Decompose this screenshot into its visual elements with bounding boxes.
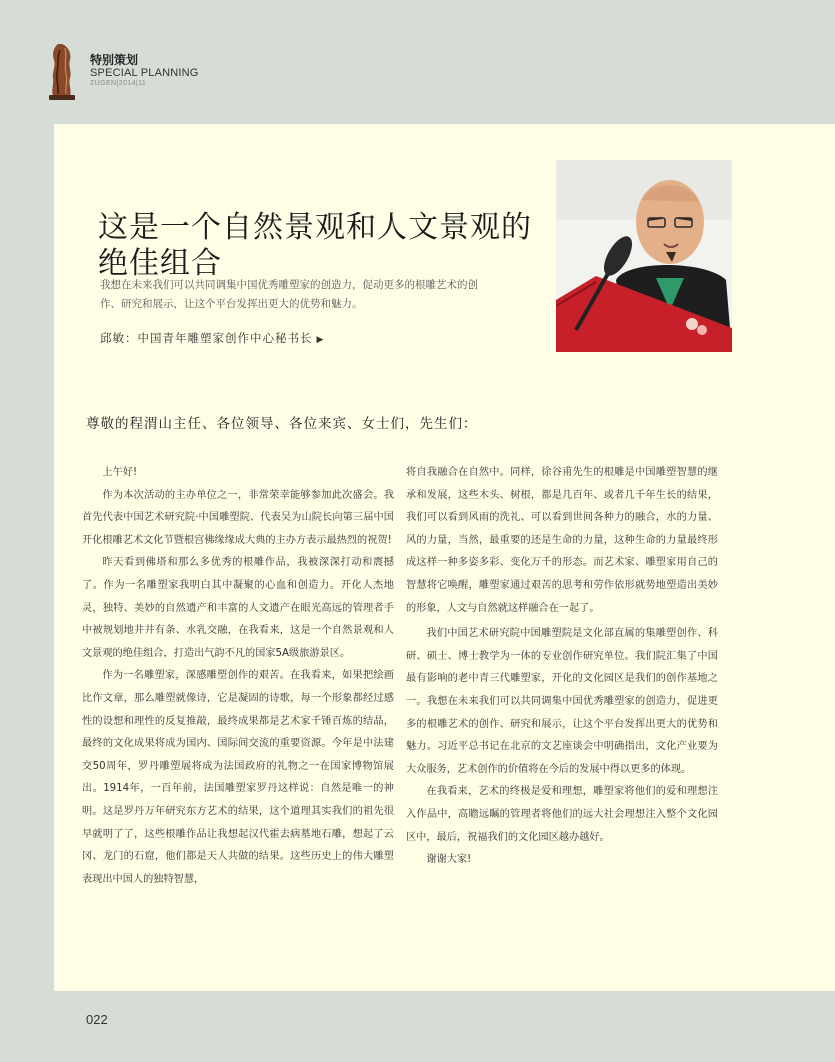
speaker-portrait bbox=[556, 160, 732, 352]
body-paragraph: 昨天看到佛塔和那么多优秀的根雕作品，我被深深打动和震撼了。作为一名雕塑家我明白其中凝聚的心血和创造力。开化人杰地灵，独特、美妙的自然遗产和丰富的人文遗产在眼光高远的管理者手中被规划地井井有条、水乳交融，在我看来，这是一个自然景观和人文景观的绝佳组合，打造出气韵不凡的国家5A级旅游景区。 bbox=[82, 557, 394, 659]
body-paragraph: 将自我融合在自然中。同样，徐谷甫先生的根雕是中国雕塑智慧的继承和发展，这些木头、树根，都是几百年、或者几千年生长的结果，我们可以看到风雨的洗礼、可以看到世间各种力的融合，水的力量、风的力量，当然，最重要的还是生命的力量，这种生命的力量最终形成这样一种多姿多彩、变化万千的形态。而艺术家、雕塑家用自己的智慧将它唤醒，雕塑家通过艰苦的思考和劳作依形就势地塑造出美妙的形象，人文与自然就这样融合在一起了。 bbox=[406, 467, 718, 614]
body-paragraph: 作为一名雕塑家，深感雕塑创作的艰苦。在我看来，如果把绘画比作文章，那么雕塑就像诗，它是凝固的诗歌，每一个形象都经过感性的设想和理性的反复推敲，最终成果都是艺术家千锤百炼的结晶，最终的文化成果将成为国内、国际间交流的重要资源。今年是中法建交50周年，罗丹雕塑展将成为法国政府的礼物之一在国家博物馆展出。1914年，一百年前，法国雕塑家罗丹这样说：自然是唯一的神明。这是罗丹万年研究东方艺术的结果，这个道理其实我们的祖先很早就明了了，这些根雕作品让我想起汉代霍去病墓地石雕，想起了云冈、龙门的石窟，他们都是天人共做的结果。这些历史上的伟大雕塑表现出中国人的独特智慧， bbox=[82, 670, 394, 885]
page-number: 022 bbox=[86, 1012, 108, 1027]
author-name: 邱敏：中国青年雕塑家创作中心秘书长 bbox=[100, 331, 313, 345]
article-summary: 我想在未来我们可以共同调集中国优秀雕塑家的创造力，促动更多的根雕艺术的创作、研究和展示，让这个平台发挥出更大的优势和魅力。 bbox=[100, 279, 478, 310]
article-panel bbox=[54, 124, 835, 991]
issue-label: ZUGEN|2014|11 bbox=[90, 80, 147, 87]
section-title: 特别策划 bbox=[90, 53, 139, 67]
triangle-right-icon: ▶ bbox=[316, 335, 325, 345]
body-column-right bbox=[406, 462, 718, 872]
section-header bbox=[48, 40, 348, 100]
body-paragraph: 谢谢大家! bbox=[426, 854, 472, 866]
author-line bbox=[100, 330, 324, 346]
body-paragraph: 作为本次活动的主办单位之一，非常荣幸能够参加此次盛会。我首先代表中国艺术研究院·中国雕塑院、代表吴为山院长向第三届中国开化根雕艺术文化节暨根宫佛缘缘成大典的主办方表示最热烈的祝贺! bbox=[82, 489, 394, 546]
salutation: 尊敬的程渭山主任、各位领导、各位来宾、女士们，先生们： bbox=[86, 416, 478, 432]
body-column-left bbox=[82, 462, 394, 891]
article-title: 这是一个自然景观和人文景观的绝佳组合 bbox=[98, 210, 532, 282]
body-paragraph: 我们中国艺术研究院中国雕塑院是文化部直属的集雕塑创作、科研、硕士、博士教学为一体的专业创作研究单位。我们院汇集了中国最有影响的老中青三代雕塑家，开化的文化园区是我们的创作基地之一。我想在未来我们可以共同调集中国优秀雕塑家的创造力，促进更多的根雕艺术的创作、研究和展示，让这个平台发挥出更大的优势和魅力。习近平总书记在北京的文艺座谈会中明确指出，文化产业要为大众服务，艺术创作的价值将在今后的发展中得以更多的体现。 bbox=[406, 628, 718, 775]
body-paragraph: 上午好! bbox=[102, 467, 138, 478]
body-paragraph: 在我看来，艺术的终极是爱和理想，雕塑家将他们的爱和理想注入作品中，高瞻远瞩的管理者将他们的远大社会理想注入整个文化园区中，最后，祝福我们的文化园区越办越好。 bbox=[406, 786, 718, 843]
root-sculpture-logo-icon bbox=[48, 42, 76, 100]
section-subtitle: SPECIAL PLANNING bbox=[90, 67, 199, 79]
